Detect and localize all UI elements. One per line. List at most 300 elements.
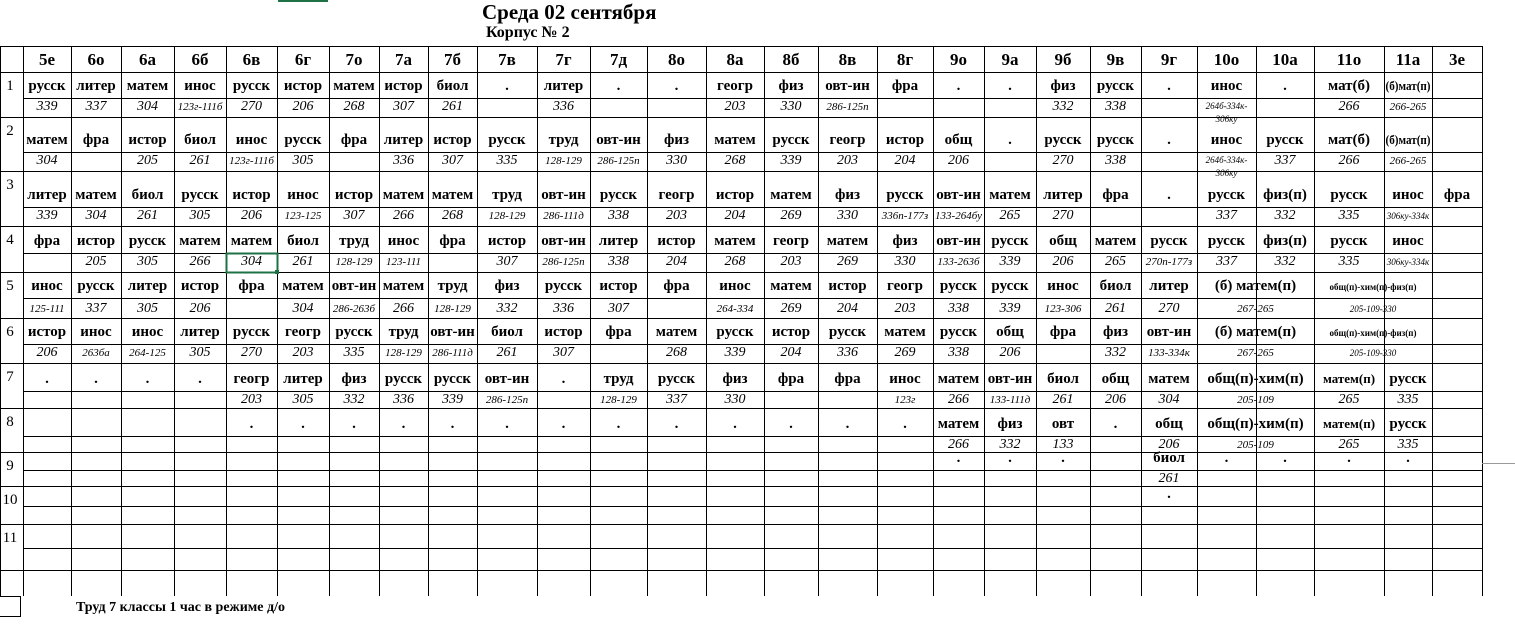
lesson-subject[interactable]: фра bbox=[834, 371, 861, 387]
lesson-subject[interactable]: биол bbox=[131, 187, 164, 203]
lesson-subject[interactable]: инос bbox=[387, 233, 420, 249]
lesson-subject[interactable]: . bbox=[1167, 187, 1171, 203]
lesson-subject[interactable]: . bbox=[845, 416, 850, 432]
lesson-subject[interactable]: . bbox=[789, 416, 793, 432]
lesson-room: 336 bbox=[393, 153, 414, 168]
lesson-room: 307 bbox=[393, 99, 414, 114]
lesson-room: 267-265 bbox=[1237, 303, 1274, 315]
lesson-subject[interactable]: . bbox=[1167, 486, 1171, 502]
lesson-subject[interactable]: истор bbox=[180, 278, 220, 294]
class-header: 10о bbox=[1213, 50, 1240, 69]
lesson-subject[interactable]: овт-ин bbox=[596, 132, 641, 148]
lesson-room: 266 bbox=[948, 392, 969, 407]
lesson-subject[interactable]: физ bbox=[341, 371, 367, 387]
lesson-subject[interactable]: русск bbox=[1330, 187, 1368, 203]
lesson-subject[interactable]: овт-ин bbox=[936, 187, 981, 203]
lesson-subject[interactable]: . bbox=[616, 78, 621, 94]
lesson-subject[interactable]: истор bbox=[487, 233, 527, 249]
lesson-room: 336п-177з bbox=[881, 210, 929, 222]
lesson-subject[interactable]: общ(п)-хим(п) bbox=[1207, 416, 1304, 432]
lesson-subject[interactable]: геогр bbox=[887, 278, 923, 294]
lesson-subject[interactable]: истор bbox=[27, 324, 67, 340]
lesson-subject[interactable]: общ bbox=[1155, 416, 1183, 432]
lesson-subject[interactable]: . bbox=[1113, 416, 1118, 432]
lesson-subject[interactable]: фра bbox=[605, 324, 632, 340]
lesson-subject[interactable]: литер bbox=[27, 187, 67, 203]
lesson-subject[interactable]: истор bbox=[384, 78, 423, 94]
lesson-room: 339 bbox=[36, 99, 58, 114]
lesson-subject[interactable]: русск bbox=[1207, 233, 1246, 249]
lesson-subject[interactable]: фра bbox=[340, 132, 368, 148]
lesson-subject[interactable]: русск bbox=[335, 324, 373, 340]
lesson-subject[interactable]: фра bbox=[1102, 187, 1129, 203]
lesson-subject[interactable]: биол bbox=[436, 78, 469, 94]
lesson-subject[interactable]: физ bbox=[778, 78, 804, 94]
lesson-room: 337 bbox=[85, 99, 107, 114]
lesson-room: 338 bbox=[608, 208, 629, 223]
lesson-subject[interactable]: . bbox=[1406, 450, 1410, 466]
lesson-subject[interactable]: . bbox=[249, 416, 254, 432]
row-number: 9 bbox=[6, 458, 14, 474]
lesson-subject[interactable]: овт-ин bbox=[484, 371, 530, 387]
lesson-subject[interactable]: труд bbox=[388, 324, 419, 340]
class-header: 8а bbox=[726, 50, 744, 69]
lesson-subject[interactable]: фра bbox=[1443, 187, 1471, 203]
lesson-subject[interactable]: общ(п)-хим(п)-физ(п) bbox=[1329, 328, 1417, 338]
lesson-subject[interactable]: русск bbox=[1096, 132, 1135, 148]
lesson-subject[interactable]: . bbox=[1283, 450, 1287, 466]
lesson-subject[interactable]: . bbox=[401, 416, 406, 432]
lesson-subject[interactable]: физ bbox=[997, 416, 1023, 432]
lesson-room: 205-109-330 bbox=[1349, 348, 1397, 358]
lesson-subject[interactable]: русск bbox=[1096, 78, 1135, 94]
lesson-room: 304 bbox=[36, 153, 58, 168]
lesson-subject[interactable]: . bbox=[145, 371, 150, 387]
lesson-subject[interactable]: геогр bbox=[717, 78, 753, 94]
lesson-subject[interactable]: . bbox=[903, 416, 907, 432]
lesson-room: 266-265 bbox=[1389, 155, 1427, 167]
lesson-subject[interactable]: русск bbox=[28, 78, 66, 94]
lesson-room: 265 bbox=[1338, 392, 1360, 407]
lesson-subject[interactable]: общ bbox=[1049, 233, 1077, 249]
lesson-subject[interactable]: . bbox=[94, 371, 98, 387]
lesson-subject[interactable]: инос bbox=[131, 324, 164, 340]
lesson-subject[interactable]: инос bbox=[184, 78, 216, 94]
lesson-subject[interactable]: овт-ин bbox=[331, 278, 377, 294]
lesson-subject[interactable]: (б) матем(п) bbox=[1214, 278, 1297, 294]
lesson-subject[interactable]: инос bbox=[1210, 78, 1243, 94]
lesson-subject[interactable]: русск bbox=[128, 233, 167, 249]
lesson-subject[interactable]: биол bbox=[1047, 371, 1079, 387]
lesson-subject[interactable]: труд bbox=[603, 371, 634, 387]
lesson-room: 133-111д bbox=[989, 394, 1031, 406]
lesson-room: 330 bbox=[837, 208, 858, 223]
lesson-room: 203 bbox=[724, 99, 746, 114]
lesson-subject[interactable]: . bbox=[352, 416, 356, 432]
lesson-subject[interactable]: матем bbox=[937, 371, 980, 387]
lesson-subject[interactable]: матем bbox=[126, 78, 169, 94]
lesson-subject[interactable]: биол bbox=[1153, 450, 1185, 466]
lesson-room: 203 bbox=[241, 392, 262, 407]
lesson-subject[interactable]: . bbox=[45, 371, 49, 387]
lesson-subject[interactable]: русск bbox=[1044, 132, 1082, 148]
class-header: 8о bbox=[668, 50, 685, 69]
lesson-subject[interactable]: физ(п) bbox=[1263, 187, 1307, 203]
lesson-subject[interactable]: инос bbox=[1047, 278, 1079, 294]
lesson-subject[interactable]: фра bbox=[439, 233, 466, 249]
lesson-subject[interactable]: труд bbox=[492, 187, 522, 203]
lesson-subject[interactable]: литер bbox=[1149, 278, 1189, 294]
lesson-subject[interactable]: истор bbox=[544, 324, 583, 340]
lesson-subject[interactable]: русск bbox=[544, 278, 583, 294]
lesson-subject[interactable]: матем bbox=[382, 278, 425, 294]
lesson-room: 335 bbox=[1397, 392, 1419, 407]
lesson-room: 270 bbox=[241, 345, 262, 360]
lesson-subject[interactable]: геогр bbox=[233, 371, 270, 387]
lesson-subject[interactable]: . bbox=[450, 416, 455, 432]
lesson-subject[interactable]: биол bbox=[491, 324, 523, 340]
selected-cell-marker bbox=[278, 0, 328, 2]
lesson-room: 203 bbox=[292, 345, 314, 360]
lesson-room: 336 bbox=[837, 345, 858, 360]
lesson-subject[interactable]: русск bbox=[716, 324, 754, 340]
lesson-subject[interactable]: инос bbox=[1392, 233, 1424, 249]
lesson-room: 133-263б bbox=[937, 256, 980, 268]
class-header: 11о bbox=[1336, 50, 1362, 69]
lesson-room: 304 bbox=[137, 99, 158, 114]
class-header: 7д bbox=[609, 50, 628, 69]
lesson-subject[interactable]: общ(п)-хим(п) bbox=[1207, 371, 1304, 387]
lesson-subject[interactable]: . bbox=[561, 371, 566, 387]
lesson-subject[interactable]: матем bbox=[826, 233, 869, 249]
lesson-subject[interactable]: геогр bbox=[773, 233, 809, 249]
lesson-subject[interactable]: . bbox=[1283, 78, 1287, 94]
lesson-subject[interactable]: русск bbox=[772, 132, 810, 148]
lesson-subject[interactable]: литер bbox=[180, 324, 220, 340]
lesson-room: 205-109-330 bbox=[1349, 304, 1397, 314]
lesson-subject[interactable]: русск bbox=[488, 132, 526, 148]
lesson-subject[interactable]: фра bbox=[777, 371, 805, 387]
lesson-subject[interactable]: физ bbox=[834, 187, 861, 203]
lesson-subject[interactable]: . bbox=[674, 78, 679, 94]
lesson-room: 205 bbox=[137, 153, 158, 168]
lesson-subject[interactable]: инос bbox=[719, 278, 751, 294]
lesson-subject[interactable]: . bbox=[1008, 132, 1012, 148]
lesson-room: 133-264бу bbox=[935, 210, 982, 222]
lesson-subject[interactable]: матем bbox=[230, 233, 273, 249]
lesson-room: 335 bbox=[343, 345, 365, 360]
lesson-subject[interactable]: . bbox=[1008, 78, 1012, 94]
lesson-subject[interactable]: фра bbox=[663, 278, 690, 294]
lesson-subject[interactable]: матем bbox=[770, 187, 812, 203]
note-box bbox=[0, 596, 21, 617]
lesson-subject[interactable]: истор bbox=[76, 233, 116, 249]
lesson-subject[interactable]: фра bbox=[33, 233, 61, 249]
lesson-subject[interactable]: инос bbox=[889, 371, 921, 387]
lesson-subject[interactable]: русск bbox=[284, 132, 322, 148]
lesson-subject[interactable]: матем(п) bbox=[1322, 416, 1376, 431]
class-header: 8б bbox=[782, 50, 800, 69]
class-header: 3е bbox=[1448, 50, 1466, 69]
lesson-subject[interactable]: матем bbox=[989, 187, 1031, 203]
class-header: 7в bbox=[498, 50, 516, 69]
lesson-subject[interactable]: овт-ин bbox=[430, 324, 475, 340]
lesson-subject[interactable]: . bbox=[616, 416, 621, 432]
class-header: 7б bbox=[444, 50, 461, 69]
lesson-room: 336 bbox=[393, 392, 414, 407]
lesson-subject[interactable]: (б) матем(п) bbox=[1214, 324, 1297, 340]
lesson-subject[interactable]: русск bbox=[384, 371, 423, 387]
row-number: 8 bbox=[6, 414, 14, 430]
lesson-subject[interactable]: биол bbox=[287, 233, 319, 249]
lesson-subject[interactable]: физ bbox=[892, 233, 918, 249]
lesson-subject[interactable]: истор bbox=[657, 233, 696, 249]
lesson-subject[interactable]: . bbox=[505, 78, 509, 94]
lesson-room: 264б-334к- bbox=[1205, 155, 1248, 165]
class-header: 8г bbox=[896, 50, 914, 69]
lesson-subject[interactable]: матем bbox=[179, 233, 221, 249]
lesson-room: 269 bbox=[780, 208, 802, 223]
lesson-subject[interactable]: русск bbox=[1330, 233, 1368, 249]
lesson-subject[interactable]: овт-ин bbox=[541, 187, 586, 203]
lesson-room: 339 bbox=[36, 208, 58, 223]
lesson-subject[interactable]: инос bbox=[235, 132, 268, 148]
lesson-subject[interactable]: русск bbox=[1150, 233, 1188, 249]
lesson-subject[interactable]: мат(б) bbox=[1327, 78, 1371, 94]
lesson-subject[interactable]: овт-ин bbox=[541, 233, 586, 249]
lesson-subject[interactable]: русск bbox=[1266, 132, 1304, 148]
lesson-subject[interactable]: инос bbox=[80, 324, 112, 340]
lesson-subject[interactable]: мат(б) bbox=[1327, 132, 1371, 148]
lesson-subject[interactable]: фра bbox=[891, 78, 919, 94]
lesson-subject[interactable]: истор bbox=[433, 132, 472, 148]
lesson-subject[interactable]: общ(п)-хим(п)-физ(п) bbox=[1329, 282, 1417, 292]
lesson-subject[interactable]: русск bbox=[599, 187, 638, 203]
lesson-subject[interactable]: . bbox=[198, 371, 202, 387]
lesson-subject[interactable]: фра bbox=[1049, 324, 1077, 340]
lesson-room: 286-125п bbox=[826, 101, 869, 113]
lesson-subject[interactable]: геогр bbox=[658, 187, 695, 203]
lesson-subject[interactable]: истор bbox=[128, 132, 167, 148]
lesson-subject[interactable]: русск bbox=[1389, 416, 1427, 432]
lesson-room: 261 bbox=[496, 345, 518, 360]
lesson-room: 307 bbox=[442, 153, 463, 168]
lesson-room: 305 bbox=[137, 254, 158, 269]
lesson-room: 265 bbox=[1338, 437, 1360, 452]
lesson-room: 264б-334к- bbox=[1205, 101, 1248, 111]
lesson-subject[interactable]: литер bbox=[283, 371, 323, 387]
lesson-subject[interactable]: русск bbox=[886, 187, 924, 203]
lesson-subject[interactable]: физ(п) bbox=[1263, 233, 1307, 249]
lesson-subject[interactable]: русск bbox=[657, 371, 696, 387]
lesson-subject[interactable]: матем bbox=[333, 78, 375, 94]
lesson-subject[interactable]: русск bbox=[232, 324, 271, 340]
lesson-subject[interactable]: . bbox=[1167, 132, 1171, 148]
selection-handle[interactable] bbox=[275, 270, 279, 274]
lesson-room: 268 bbox=[724, 254, 746, 269]
lesson-subject[interactable]: овт-ин bbox=[987, 371, 1033, 387]
lesson-room: 266 bbox=[189, 254, 211, 269]
lesson-subject[interactable]: русск bbox=[939, 278, 978, 294]
row-number: 2 bbox=[6, 123, 14, 139]
lesson-room: 206 bbox=[1052, 254, 1074, 269]
lesson-subject[interactable]: фра bbox=[238, 278, 265, 294]
lesson-subject[interactable]: (б)мат(п) bbox=[1385, 78, 1431, 93]
lesson-subject[interactable]: русск bbox=[828, 324, 867, 340]
class-header: 7а bbox=[395, 50, 412, 69]
lesson-subject[interactable]: фра bbox=[82, 132, 110, 148]
lesson-subject[interactable]: литер bbox=[383, 132, 424, 148]
lesson-subject[interactable]: физ bbox=[494, 278, 520, 294]
lesson-subject[interactable]: овт-ин bbox=[825, 78, 870, 94]
lesson-subject[interactable]: . bbox=[1008, 450, 1012, 466]
lesson-subject[interactable]: матем bbox=[937, 416, 980, 432]
lesson-subject[interactable]: матем bbox=[714, 132, 756, 148]
lesson-subject[interactable]: овт-ин bbox=[1146, 324, 1192, 340]
class-header: 10а bbox=[1272, 50, 1298, 69]
lesson-subject[interactable]: матем bbox=[714, 233, 756, 249]
lesson-subject[interactable]: биол bbox=[1099, 278, 1132, 294]
lesson-subject[interactable]: русск bbox=[77, 278, 115, 294]
lesson-subject[interactable]: истор bbox=[599, 278, 638, 294]
lesson-subject[interactable]: русск bbox=[991, 233, 1029, 249]
lesson-subject[interactable]: . bbox=[1061, 450, 1065, 466]
lesson-subject[interactable]: матем bbox=[884, 324, 926, 340]
lesson-subject[interactable]: литер bbox=[1043, 187, 1083, 203]
lesson-room: 339 bbox=[999, 254, 1021, 269]
lesson-room: 335 bbox=[1397, 437, 1419, 452]
lesson-subject[interactable]: литер bbox=[543, 78, 584, 94]
lesson-subject[interactable]: матем(п) bbox=[1322, 371, 1376, 386]
lesson-subject[interactable]: труд bbox=[437, 278, 468, 294]
lesson-subject[interactable]: общ bbox=[1101, 371, 1130, 387]
row-number: 5 bbox=[6, 278, 14, 294]
lesson-room: 128-129 bbox=[335, 256, 373, 268]
lesson-subject[interactable]: русск bbox=[939, 324, 978, 340]
lesson-subject[interactable]: (б)мат(п) bbox=[1385, 132, 1431, 147]
lesson-subject[interactable]: биол bbox=[184, 132, 216, 148]
lesson-subject[interactable]: физ bbox=[1102, 324, 1129, 340]
row-number: 3 bbox=[6, 177, 14, 193]
lesson-subject[interactable]: . bbox=[1347, 450, 1351, 466]
lesson-subject[interactable]: геогр bbox=[285, 324, 321, 340]
lesson-subject[interactable]: истор bbox=[771, 324, 811, 340]
lesson-subject[interactable]: . bbox=[733, 416, 737, 432]
lesson-room: 332 bbox=[1105, 345, 1126, 360]
lesson-room: 337 bbox=[1274, 153, 1296, 168]
lesson-room: 286-125п bbox=[542, 256, 585, 268]
lesson-subject[interactable]: . bbox=[1224, 450, 1229, 466]
lesson-subject[interactable]: матем bbox=[1148, 371, 1190, 387]
lesson-room: 330 bbox=[724, 392, 746, 407]
lesson-room: 123-306 bbox=[1044, 303, 1082, 315]
lesson-room: 306ку bbox=[1215, 168, 1238, 178]
lesson-room: 330 bbox=[666, 153, 687, 168]
lesson-room: 264-125 bbox=[129, 347, 166, 359]
lesson-room: 123-125 bbox=[284, 210, 322, 222]
lesson-room: 123-111 bbox=[385, 256, 422, 268]
lesson-subject[interactable]: труд bbox=[339, 233, 369, 249]
lesson-subject[interactable]: матем bbox=[26, 132, 68, 148]
lesson-subject[interactable]: матем bbox=[770, 278, 812, 294]
schedule-table bbox=[0, 46, 1515, 596]
lesson-subject[interactable]: истор bbox=[283, 78, 323, 94]
lesson-subject[interactable]: русск bbox=[1389, 371, 1427, 387]
lesson-room: 305 bbox=[292, 392, 314, 407]
lesson-subject[interactable]: истор bbox=[334, 187, 374, 203]
page-title: Среда 02 сентября bbox=[482, 0, 657, 24]
lesson-subject[interactable]: геогр bbox=[829, 132, 866, 148]
lesson-subject[interactable]: истор bbox=[232, 187, 271, 203]
lesson-subject[interactable]: инос bbox=[31, 278, 63, 294]
lesson-subject[interactable]: матем bbox=[655, 324, 698, 340]
lesson-subject[interactable]: инос bbox=[1210, 132, 1243, 148]
lesson-subject[interactable]: овт-ин bbox=[936, 233, 981, 249]
lesson-room: 261 bbox=[189, 153, 211, 168]
lesson-subject[interactable]: литер bbox=[127, 278, 168, 294]
lesson-room: 128-129 bbox=[600, 394, 637, 406]
lesson-room: 203 bbox=[780, 254, 802, 269]
lesson-subject[interactable]: . bbox=[1167, 78, 1171, 94]
lesson-room: 268 bbox=[666, 345, 687, 360]
lesson-subject[interactable]: литер bbox=[76, 78, 116, 94]
class-header: 7г bbox=[555, 50, 572, 69]
lesson-subject[interactable]: . bbox=[301, 416, 305, 432]
lesson-subject[interactable]: истор bbox=[885, 132, 925, 148]
lesson-room: 266-265 bbox=[1389, 101, 1427, 113]
lesson-room: 339 bbox=[999, 301, 1021, 316]
lesson-room: 336 bbox=[553, 301, 574, 316]
lesson-subject[interactable]: литер bbox=[598, 233, 639, 249]
lesson-subject[interactable]: инос bbox=[1392, 187, 1424, 203]
lesson-subject[interactable]: истор bbox=[715, 187, 755, 203]
lesson-subject[interactable]: овт bbox=[1051, 416, 1075, 432]
lesson-room: 338 bbox=[948, 345, 969, 360]
lesson-subject[interactable]: физ bbox=[663, 132, 690, 148]
lesson-subject[interactable]: физ bbox=[722, 371, 748, 387]
lesson-room: 203 bbox=[894, 301, 916, 316]
lesson-subject[interactable]: русск bbox=[232, 78, 271, 94]
lesson-subject[interactable]: матем bbox=[75, 187, 117, 203]
lesson-subject[interactable]: истор bbox=[828, 278, 867, 294]
lesson-room: 335 bbox=[1338, 208, 1360, 223]
lesson-subject[interactable]: физ bbox=[1050, 78, 1076, 94]
lesson-subject[interactable]: . bbox=[561, 416, 566, 432]
lesson-subject[interactable]: русск bbox=[1207, 187, 1246, 203]
lesson-subject[interactable]: общ bbox=[944, 132, 973, 148]
lesson-subject[interactable]: русск bbox=[433, 371, 472, 387]
lesson-subject[interactable]: матем bbox=[431, 187, 474, 203]
lesson-room: 332 bbox=[999, 437, 1021, 452]
lesson-subject[interactable]: русск bbox=[181, 187, 219, 203]
lesson-room: 265 bbox=[999, 208, 1021, 223]
lesson-room: 335 bbox=[496, 153, 518, 168]
lesson-room: 206 bbox=[1158, 437, 1180, 452]
lesson-subject[interactable]: . bbox=[956, 450, 961, 466]
lesson-subject[interactable]: матем bbox=[282, 278, 324, 294]
lesson-room: 332 bbox=[1274, 254, 1296, 269]
lesson-subject[interactable]: матем bbox=[1094, 233, 1137, 249]
lesson-subject[interactable]: . bbox=[674, 416, 679, 432]
lesson-subject[interactable]: инос bbox=[287, 187, 319, 203]
lesson-subject[interactable]: общ bbox=[996, 324, 1024, 340]
lesson-room: 270 bbox=[1158, 301, 1180, 316]
lesson-subject[interactable]: . bbox=[505, 416, 509, 432]
lesson-subject[interactable]: русск bbox=[991, 278, 1029, 294]
lesson-subject[interactable]: матем bbox=[382, 187, 425, 203]
lesson-subject[interactable]: . bbox=[956, 78, 961, 94]
lesson-subject[interactable]: труд bbox=[548, 132, 579, 148]
